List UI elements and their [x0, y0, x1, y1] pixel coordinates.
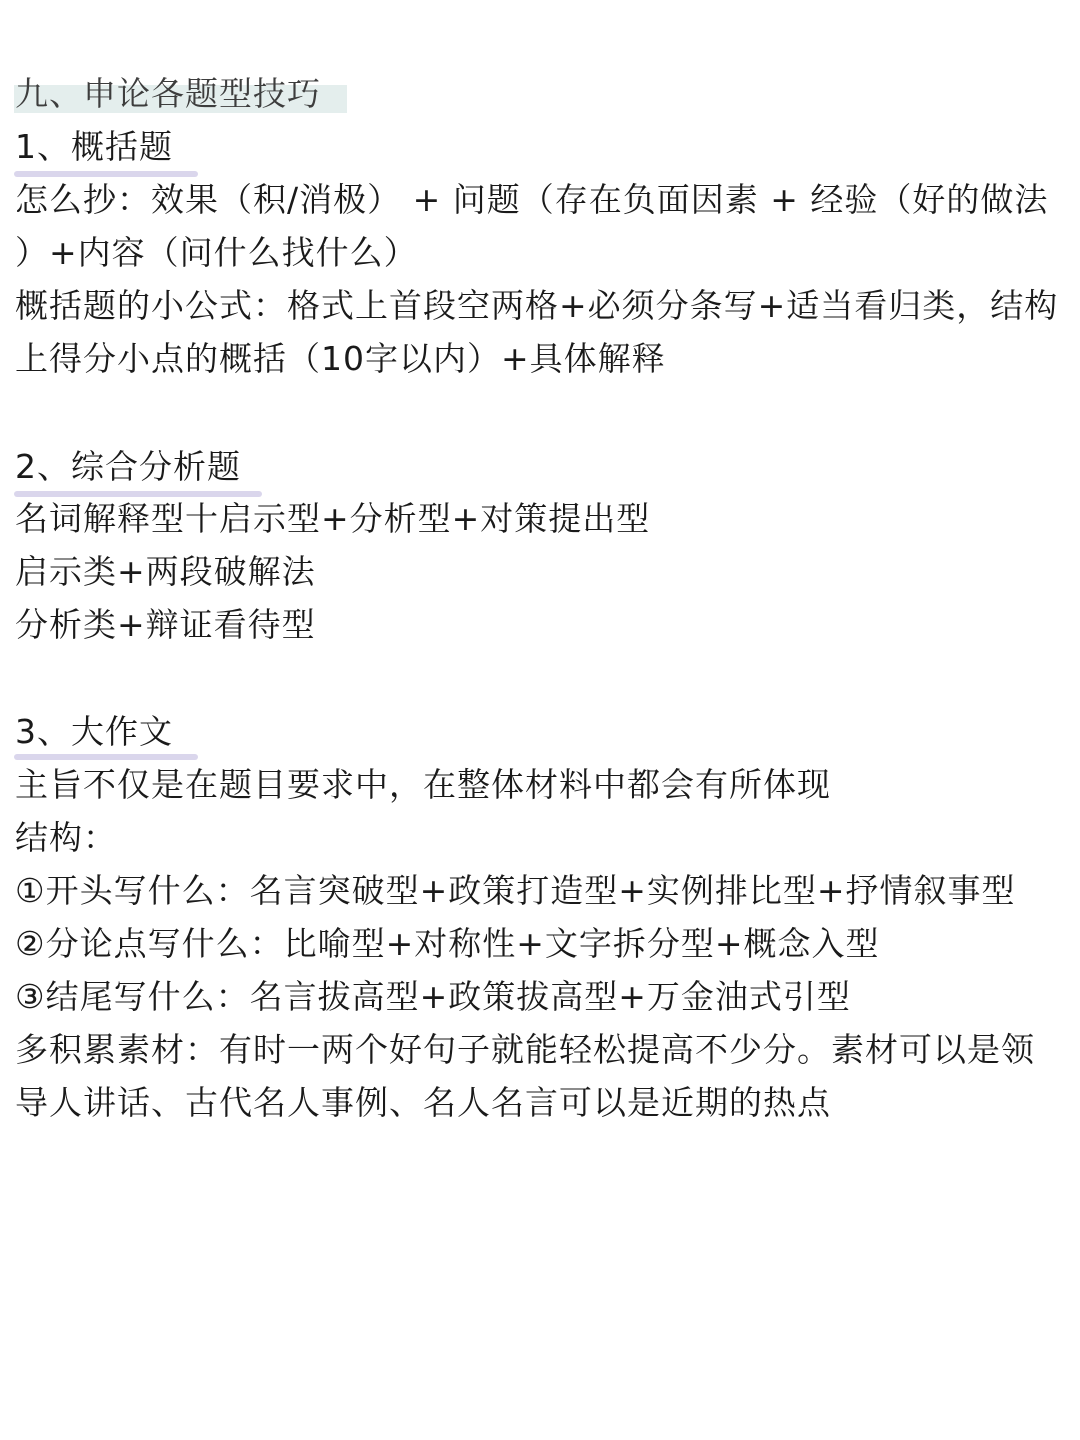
section-3-line: ①开头写什么：名言突破型+政策打造型+实例排比型+抒情叙事型: [15, 871, 1016, 910]
section-3-line: 结构：: [15, 818, 117, 857]
section-1-line: 上得分小点的概括（10字以内）+具体解释: [15, 339, 666, 378]
section-1-title-underline: [14, 171, 198, 177]
section-2-title-underline: [14, 491, 262, 497]
section-2-title: 2、综合分析题: [15, 447, 241, 486]
section-3-line: ③结尾写什么：名言拔高型+政策拔高型+万金油式引型: [15, 977, 851, 1016]
section-1-line: 怎么抄：效果（积/消极） + 问题（存在负面因素 + 经验（好的做法: [15, 180, 1049, 219]
chapter-title: 九、申论各题型技巧: [15, 74, 321, 113]
section-3-line: 多积累素材：有时一两个好句子就能轻松提高不少分。素材可以是领: [15, 1030, 1035, 1069]
section-1-line: ）+内容（问什么找什么）: [15, 233, 418, 272]
section-3-line: 导人讲话、古代名人事例、名人名言可以是近期的热点: [15, 1083, 831, 1122]
section-1-line: 概括题的小公式：格式上首段空两格+必须分条写+适当看归类，结构: [15, 286, 1059, 325]
section-3-line: 主旨不仅是在题目要求中，在整体材料中都会有所体现: [15, 765, 831, 804]
section-3-title: 3、大作文: [15, 712, 173, 751]
section-2-line: 名词解释型十启示型+分析型+对策提出型: [15, 499, 651, 538]
section-3-title-underline: [14, 754, 198, 760]
section-2-line: 启示类+两段破解法: [15, 552, 316, 591]
section-3-line: ②分论点写什么：比喻型+对称性+文字拆分型+概念入型: [15, 924, 880, 963]
section-2-line: 分析类+辩证看待型: [15, 605, 316, 644]
section-1-title: 1、概括题: [15, 127, 173, 166]
